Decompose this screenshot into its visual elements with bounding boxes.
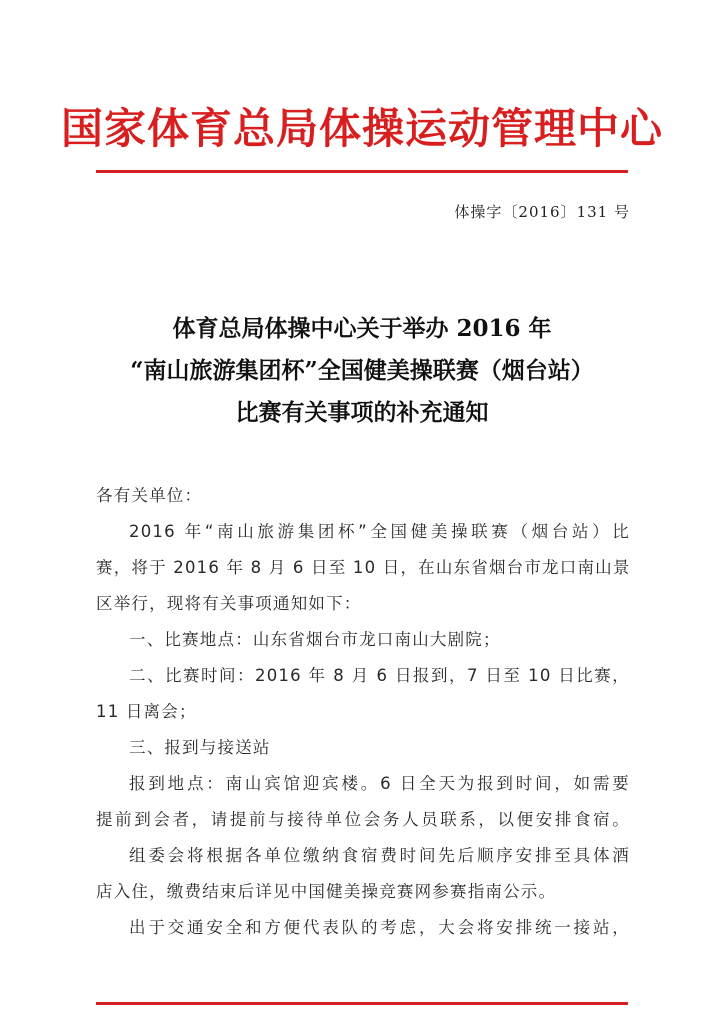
salutation: 各有关单位： <box>96 486 203 505</box>
document-number: 体操字〔2016〕131 号 <box>454 203 630 221</box>
body-line: 赛，将于 2016 年 8 月 6 日至 10 日，在山东省烟台市龙口南山景 <box>96 558 631 577</box>
body-line: 2016 年“南山旅游集团杯”全国健美操联赛（烟台站）比 <box>129 522 630 541</box>
body-line: 报到地点：南山宾馆迎宾楼。6 日全天为报到时间，如需要 <box>129 774 630 793</box>
body-line: 三、报到与接送站 <box>129 738 271 757</box>
notice-title-line-1: 体育总局体操中心关于举办 2016 年 <box>172 315 552 342</box>
notice-title-line-3: 比赛有关事项的补充通知 <box>235 399 489 426</box>
body-line: 区举行，现将有关事项通知如下： <box>96 594 362 613</box>
body-line: 组委会将根据各单位缴纳食宿费时间先后顺序安排至具体酒 <box>129 846 630 865</box>
masthead-title: 国家体育总局体操运动管理中心 <box>60 104 663 153</box>
notice-body <box>96 478 630 946</box>
footer-rule <box>96 1002 628 1005</box>
body-line: 一、比赛地点：山东省烟台市龙口南山大剧院； <box>129 630 501 649</box>
notice-title-line-2: “南山旅游集团杯”全国健美操联赛（烟台站） <box>130 357 594 384</box>
body-line: 店入住，缴费结束后详见中国健美操竞赛网参赛指南公示。 <box>96 882 557 901</box>
masthead-rule <box>96 170 628 173</box>
body-line: 提前到会者，请提前与接待单位会务人员联系，以便安排食宿。 <box>96 810 630 829</box>
body-line: 出于交通安全和方便代表队的考虑，大会将安排统一接站， <box>129 918 630 937</box>
body-line: 二、比赛时间：2016 年 8 月 6 日报到，7 日至 10 日比赛， <box>129 666 630 685</box>
body-line: 11 日离会； <box>96 702 197 721</box>
notice-title <box>96 308 628 434</box>
